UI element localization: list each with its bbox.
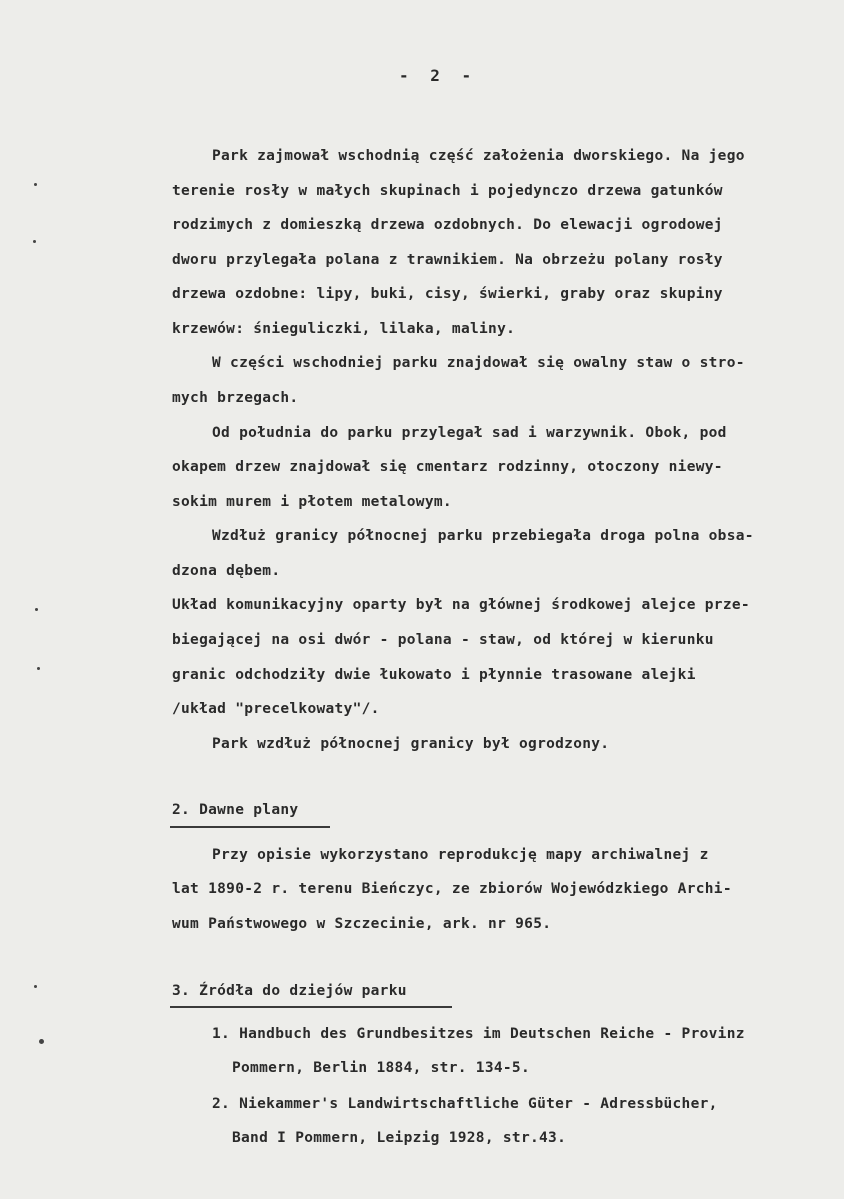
margin-speck bbox=[37, 667, 40, 670]
body-line: krzewów: śnieguliczki, lilaka, maliny. bbox=[172, 321, 516, 337]
body-line: drzewa ozdobne: lipy, buki, cisy, świerki, graby oraz skupiny bbox=[172, 286, 723, 302]
margin-speck bbox=[33, 240, 36, 243]
body-line: Układ komunikacyjny oparty był na głównej środkowej alejce prze- bbox=[172, 597, 750, 613]
margin-speck bbox=[35, 608, 38, 611]
body-line: Przy opisie wykorzystano reprodukcję mapy archiwalnej z bbox=[212, 847, 709, 863]
body-line: terenie rosły w małych skupinach i pojedynczo drzewa gatunków bbox=[172, 183, 723, 199]
body-line: dworu przylegała polana z trawnikiem. Na obrzeżu polany rosły bbox=[172, 252, 723, 268]
page-number: - 2 - bbox=[399, 66, 478, 85]
margin-speck bbox=[39, 1039, 44, 1044]
body-line: rodzimych z domieszką drzewa ozdobnych. Do elewacji ogrodowej bbox=[172, 217, 723, 233]
section-heading: 2. Dawne plany bbox=[172, 802, 299, 818]
list-item: 2. Niekammer's Landwirtschaftliche Güter - Adressbücher, bbox=[212, 1096, 718, 1112]
body-line: /układ "precelkowaty"/. bbox=[172, 701, 380, 717]
heading-underline bbox=[170, 1006, 452, 1008]
list-item-continuation: Pommern, Berlin 1884, str. 134-5. bbox=[232, 1060, 530, 1076]
body-line: W części wschodniej parku znajdował się owalny staw o stro- bbox=[212, 355, 745, 371]
body-line: sokim murem i płotem metalowym. bbox=[172, 494, 452, 510]
body-line: Park zajmował wschodnią część założenia dworskiego. Na jego bbox=[212, 148, 745, 164]
body-line: dzona dębem. bbox=[172, 563, 281, 579]
body-line: Wzdłuż granicy północnej parku przebiegała droga polna obsa- bbox=[212, 528, 754, 544]
body-line: Park wzdłuż północnej granicy był ogrodzony. bbox=[212, 736, 610, 752]
body-line: lat 1890-2 r. terenu Bieńczyc, ze zbiorów Wojewódzkiego Archi- bbox=[172, 881, 732, 897]
body-line: biegającej na osi dwór - polana - staw, od której w kierunku bbox=[172, 632, 714, 648]
body-line: Od południa do parku przylegał sad i warzywnik. Obok, pod bbox=[212, 425, 727, 441]
section-heading: 3. Źródła do dziejów parku bbox=[172, 983, 407, 999]
body-line: okapem drzew znajdował się cmentarz rodzinny, otoczony niewy- bbox=[172, 459, 723, 475]
body-line: wum Państwowego w Szczecinie, ark. nr 965. bbox=[172, 916, 552, 932]
body-line: mych brzegach. bbox=[172, 390, 299, 406]
list-item-continuation: Band I Pommern, Leipzig 1928, str.43. bbox=[232, 1130, 567, 1146]
margin-speck bbox=[34, 985, 37, 988]
list-item: 1. Handbuch des Grundbesitzes im Deutschen Reiche - Provinz bbox=[212, 1026, 745, 1042]
margin-speck bbox=[34, 183, 37, 186]
body-line: granic odchodziły dwie łukowato i płynnie trasowane alejki bbox=[172, 667, 696, 683]
heading-underline bbox=[170, 826, 330, 828]
